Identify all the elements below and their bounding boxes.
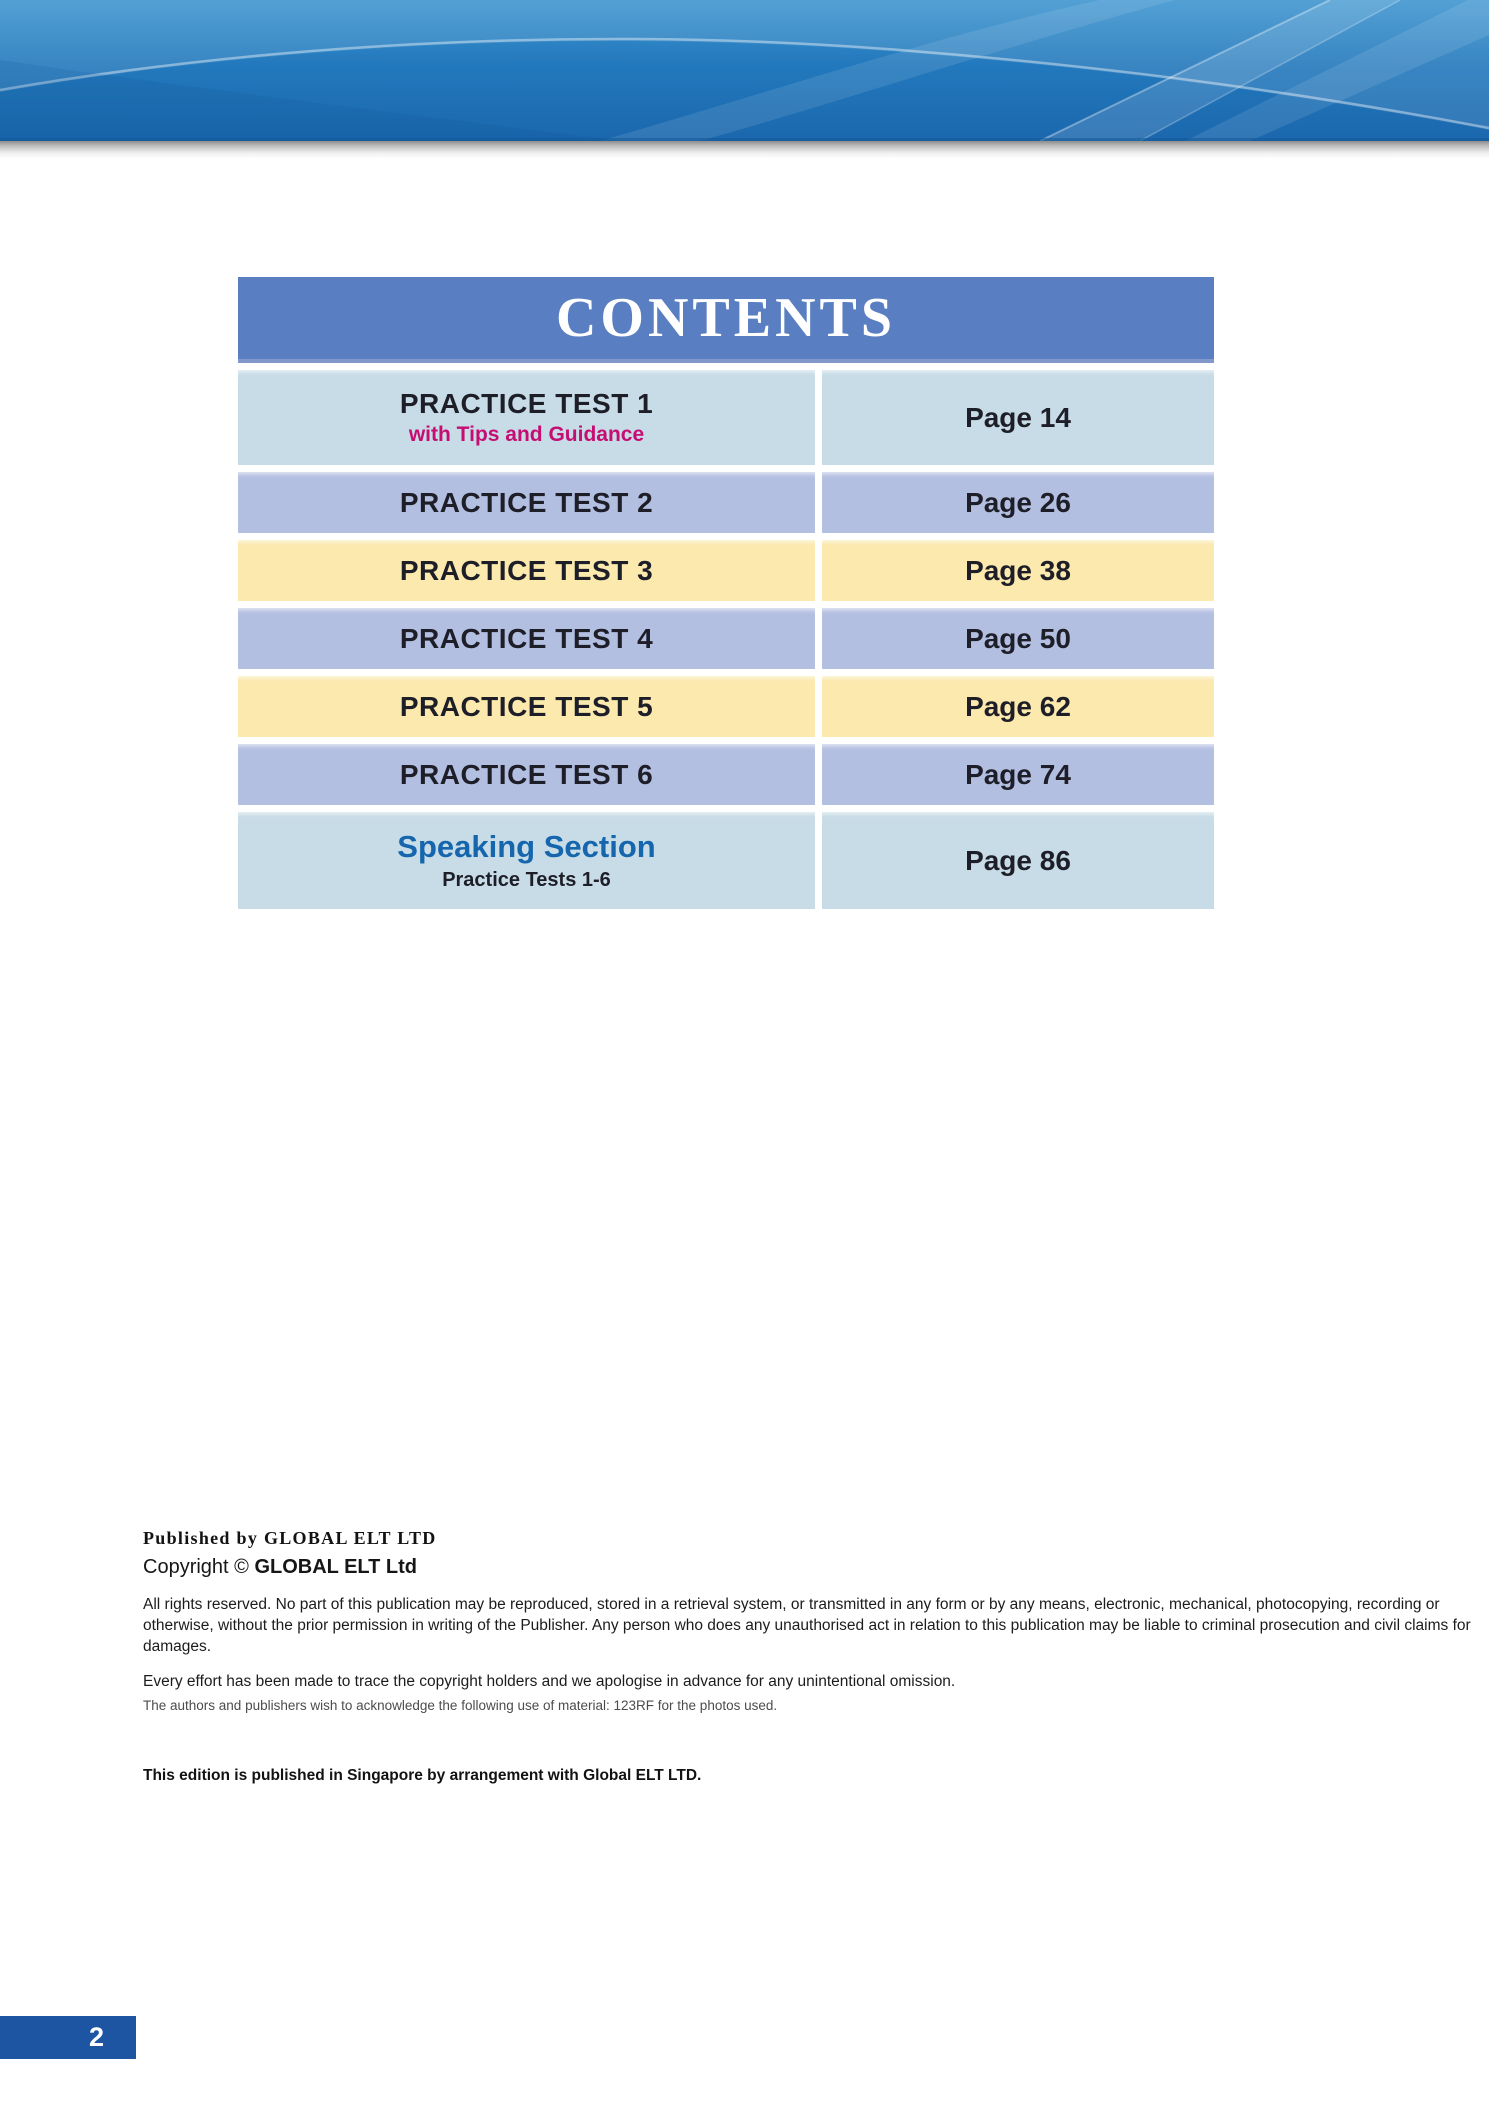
copyright-holder: GLOBAL ELT Ltd bbox=[254, 1556, 418, 1578]
test-cell bbox=[238, 676, 815, 737]
page-cell bbox=[822, 676, 1214, 737]
page-number-box bbox=[0, 2016, 136, 2059]
acknowledgement-line: The authors and publishers wish to acknowledge the following use of material: 123RF for the photos used. bbox=[143, 1697, 778, 1713]
banner-shadow-fade bbox=[0, 141, 1489, 159]
page-cell bbox=[822, 540, 1214, 601]
table-row-practice-test-2 bbox=[238, 472, 1214, 533]
test-title: PRACTICE TEST 6 bbox=[399, 758, 654, 790]
speaking-section-title: Speaking Section bbox=[397, 829, 656, 864]
page-cell bbox=[822, 744, 1214, 805]
page-label: Page 74 bbox=[965, 758, 1071, 790]
page-cell bbox=[822, 812, 1214, 909]
page-number: 2 bbox=[88, 2022, 104, 2052]
speaking-section-subtitle: Practice Tests 1-6 bbox=[442, 869, 611, 891]
table-row-practice-test-6 bbox=[238, 744, 1214, 805]
test-cell bbox=[238, 812, 815, 909]
banner-graphic bbox=[0, 0, 1489, 141]
page-label: Page 50 bbox=[965, 622, 1071, 654]
published-by-line: Published by GLOBAL ELT LTD bbox=[143, 1528, 437, 1548]
page-cell bbox=[822, 608, 1214, 669]
table-row-practice-test-3 bbox=[238, 540, 1214, 601]
decorative-banner bbox=[0, 0, 1489, 141]
test-cell bbox=[238, 540, 815, 601]
test-title: PRACTICE TEST 1 bbox=[399, 388, 654, 419]
test-title: PRACTICE TEST 2 bbox=[399, 486, 654, 518]
page-cell bbox=[822, 472, 1214, 533]
copyright-line bbox=[143, 1556, 1483, 1579]
table-row-practice-test-4 bbox=[238, 608, 1214, 669]
page-label: Page 26 bbox=[965, 486, 1071, 518]
page-label: Page 14 bbox=[965, 401, 1071, 433]
table-row-practice-test-5 bbox=[238, 676, 1214, 737]
test-subtitle: with Tips and Guidance bbox=[408, 423, 645, 446]
test-title: PRACTICE TEST 3 bbox=[399, 554, 654, 586]
table-row-practice-test-1 bbox=[238, 370, 1214, 465]
contents-title: CONTENTS bbox=[555, 287, 897, 349]
test-cell bbox=[238, 370, 815, 465]
page-label: Page 86 bbox=[965, 844, 1071, 876]
imprint-block bbox=[143, 1528, 1483, 1785]
effort-line: Every effort has been made to trace the copyright holders and we apologise in advance for any unintentional omission. bbox=[143, 1672, 956, 1690]
copyright-prefix: Copyright © bbox=[143, 1556, 255, 1578]
rights-paragraph: All rights reserved. No part of this publication may be reproduced, stored in a retrieval system, or transmitted in any form or by any means, electronic, mechanical, photocopying, recording or otherwise, without the prior permission in writing of the Publisher. Any person who does any unauthorised act in relation to this publication may be liable to criminal prosecution and civil claims for damages. bbox=[143, 1596, 1471, 1656]
edition-line: This edition is published in Singapore by arrangement with Global ELT LTD. bbox=[143, 1766, 702, 1784]
test-cell bbox=[238, 608, 815, 669]
contents-table bbox=[238, 277, 1214, 909]
table-row-speaking-section bbox=[238, 812, 1214, 909]
page-label: Page 38 bbox=[965, 554, 1071, 586]
test-title: PRACTICE TEST 5 bbox=[399, 690, 654, 722]
test-cell bbox=[238, 744, 815, 805]
contents-header bbox=[238, 277, 1214, 363]
page-label: Page 62 bbox=[965, 690, 1071, 722]
test-cell bbox=[238, 472, 815, 533]
test-title: PRACTICE TEST 4 bbox=[399, 622, 654, 654]
page-cell bbox=[822, 370, 1214, 465]
